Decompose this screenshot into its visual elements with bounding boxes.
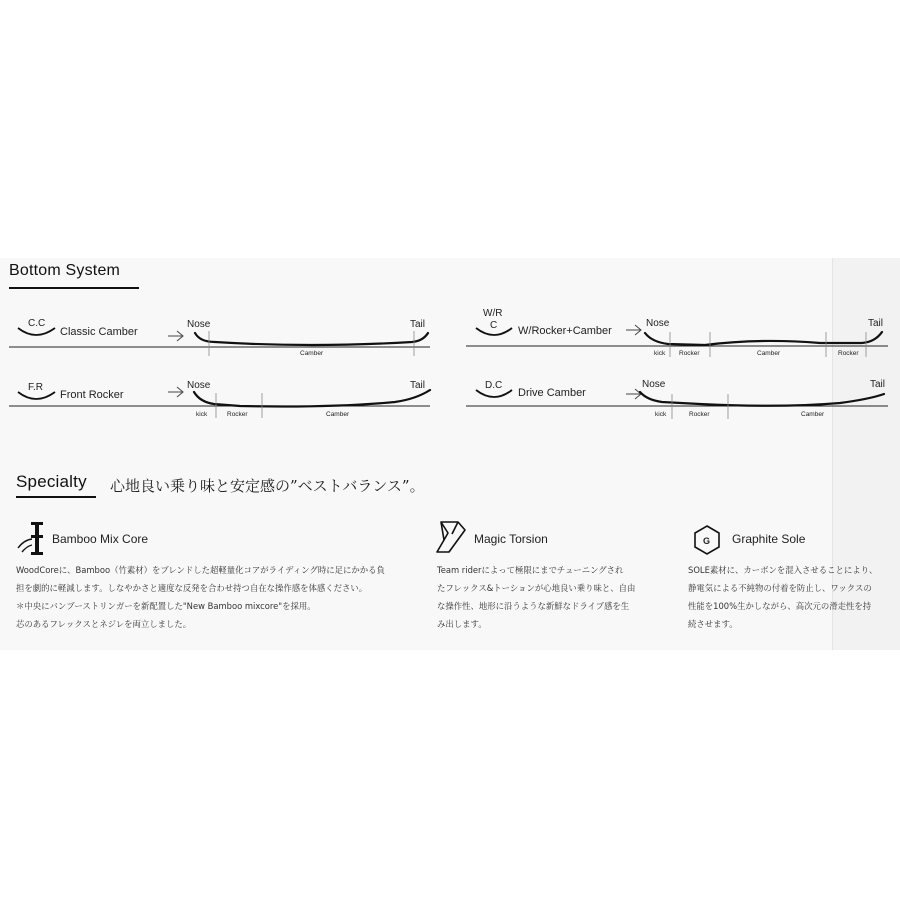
feature-line: Team riderによって極限にまでチューニングされ — [437, 565, 624, 575]
zone-label-cc-camber: Camber — [300, 350, 324, 357]
feature-text-bamboo — [16, 561, 385, 633]
feature-title-bamboo: Bamboo Mix Core — [52, 532, 149, 546]
specialty-tagline: 心地良い乗り味と安定感の”ベストバランス”。 — [110, 477, 425, 495]
zone-label-wrc-rocker-tail: Rocker — [838, 350, 859, 357]
zone-label-dc-camber: Camber — [801, 411, 825, 418]
feature-line: WoodCoreに、Bamboo（竹素材）をブレンドした超軽量化コアがライディング時に足にかかる負 — [16, 565, 385, 575]
profile-name-fr: Front Rocker — [60, 389, 124, 401]
tail-label-cc: Tail — [410, 319, 426, 330]
feature-title-torsion: Magic Torsion — [474, 532, 548, 546]
zone-label-fr-camber: Camber — [326, 411, 350, 418]
feature-line: ＊中央にバンブーストリンガーを新配置した"New Bamboo mixcore"を採用。 — [16, 601, 316, 611]
feature-line: な操作性、地形に沿うような新鮮なドライブ感を生 — [437, 601, 630, 611]
feature-line: 続させます。 — [688, 619, 738, 629]
torsion-icon — [437, 522, 465, 552]
zone-label-wrc-rocker: Rocker — [679, 350, 700, 357]
tail-label-wrc: Tail — [868, 318, 884, 329]
nose-label-dc: Nose — [642, 379, 666, 390]
graphite-icon — [695, 526, 719, 554]
zone-label-dc-kick: kick — [655, 411, 667, 418]
feature-line: 静電気による不純物の付着を防止し、ワックスの — [688, 583, 872, 593]
bamboo-icon — [18, 522, 43, 555]
zone-label-fr-kick: kick — [196, 411, 208, 418]
feature-line: 性能を100%生かしながら、高次元の滑走性を持 — [688, 601, 872, 611]
graphite-icon-letter: G — [703, 536, 711, 546]
nose-label-fr: Nose — [187, 380, 211, 391]
feature-line: 芯のあるフレックスとネジレを両立しました。 — [16, 619, 192, 629]
feature-line: 担を劇的に軽減します。しなやかさと適度な反発を合わせ持つ自在な操作感を体感ください。 — [16, 583, 368, 593]
zone-label-fr-rocker: Rocker — [227, 411, 248, 418]
feature-text-torsion — [437, 561, 635, 633]
nose-label-wrc: Nose — [646, 318, 670, 329]
profile-name-cc: Classic Camber — [60, 326, 138, 338]
tail-label-dc: Tail — [870, 379, 886, 390]
feature-line: たフレックス&トーションが心地良い乗り味と、自由 — [437, 583, 636, 593]
profile-name-dc: Drive Camber — [518, 387, 586, 399]
profile-code-wrc-1: W/R — [483, 308, 503, 319]
tail-label-fr: Tail — [410, 380, 426, 391]
zone-label-dc-rocker: Rocker — [689, 411, 710, 418]
specialty-title: Specialty — [16, 472, 87, 491]
zone-label-wrc-kick: kick — [654, 350, 666, 357]
profile-code-dc: D.C — [485, 380, 503, 391]
profile-name-wrc: W/Rocker+Camber — [518, 325, 612, 337]
profile-code-fr: F.R — [28, 382, 43, 393]
feature-title-graphite: Graphite Sole — [732, 532, 806, 546]
feature-text-graphite — [688, 561, 877, 633]
feature-line: み出します。 — [437, 619, 487, 629]
profile-code-cc: C.C — [28, 318, 46, 329]
profile-code-wrc-2: C — [490, 320, 498, 331]
bottom-system-title: Bottom System — [9, 262, 121, 279]
zone-label-wrc-camber: Camber — [757, 350, 781, 357]
nose-label-cc: Nose — [187, 319, 211, 330]
feature-line: SOLE素材に、カーボンを混入させることにより、 — [688, 565, 878, 575]
